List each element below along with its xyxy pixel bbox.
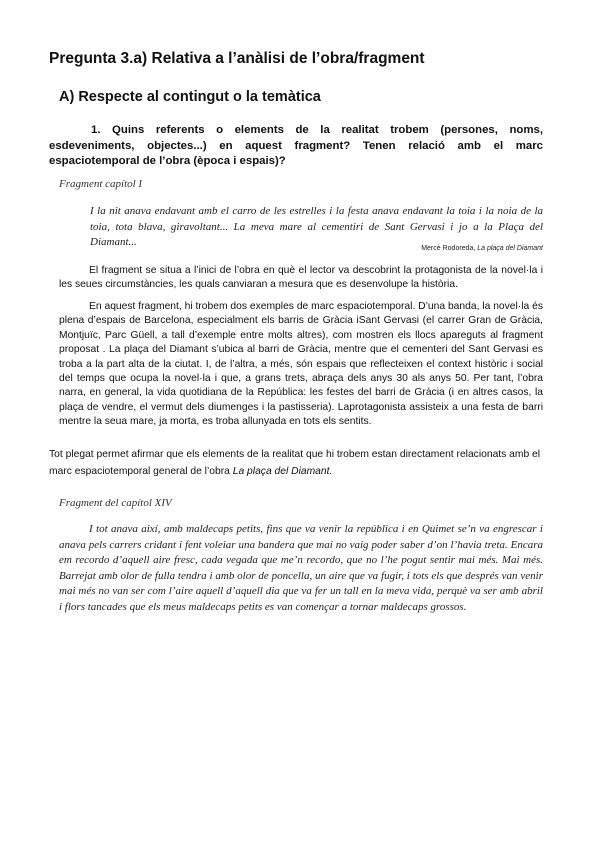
conclusion-paragraph xyxy=(49,447,543,480)
citation-title: La plaça del Diamant xyxy=(477,245,543,252)
citation-author: Mercè Rodoreda, xyxy=(421,245,478,252)
analysis-paragraph-1: El fragment se situa a l’inici de l’obra en què el lector va descobrint la protagonista de la novel·la i les seues circumstàncies, les quals canviaran a mesura que es desenvolupe la història. xyxy=(59,265,543,291)
fragment-1-quote: I la nit anava endavant amb el carro de les estrelles i la festa anava endavant la toia i la noia de la toia, tota blava, giravoltant... La meva mare al cementiri de Sant Gervasi i jo a la Plaça del Diamant... xyxy=(90,205,543,248)
question-text: 1. Quins referents o elements de la realitat trobem (persones, noms, esdeveniments, objectes...) en aquest fragment? Tenen relació amb el marc espaciotemporal de l’obra (època i espais)? xyxy=(49,124,543,168)
fragment-2-title: Fragment del capítol XIV xyxy=(59,497,172,509)
page-heading: Pregunta 3.a) Relativa a l’anàlisi de l’obra/fragment xyxy=(49,50,425,67)
fragment-1-title: Fragment capítol I xyxy=(59,178,143,190)
section-heading: A) Respecte al contingut o la temàtica xyxy=(59,89,321,105)
conclusion-text: Tot plegat permet afirmar que els elements de la realitat que hi trobem estan directament relacionats amb el marc espaciotemporal general de l’obra xyxy=(49,449,541,477)
fragment-1-citation xyxy=(421,245,543,252)
fragment-2-quote: I tot anava així, amb maldecaps petits, fins que va venir la república i en Quimet se’n va engrescar i anava pels carrers cridant i fent voleiar una bandera que mai no vaig poder saber d’on l’havia treta. Encara em recordo d’aquell aire fresc, cada vegada que me’n recordo, que no l’he pogut sentir mai més. Mai més. Barrejat amb olor de fulla tendra i amb olor de poncella, un aire que va fugir, i tots els que després van venir mai més no van ser com l’aire aquell d’aquell dia que va fer un tall en la meva vida, perquè va ser amb abril i flors tancades que els meus maldecaps petits es van començar a tornar maldecaps grossos. xyxy=(59,523,543,613)
analysis-paragraph-2: En aquest fragment, hi trobem dos exemples de marc espaciotemporal. D’una banda, la novel·la és plena d’espais de Barcelona, especialment els barris de Gràcia iSant Gervasi (el carrer Gran de Gràcia, Montjuïc, Parc Güell, a tall d’exemple entre molts altres), com mostren els llocs apareguts al fragment proposat . La plaça del Diamant s’ubica al barri de Gràcia, mentre que el cementeri del Sant Gervasi es troba a la part alta de la ciutat. I, de l’altra, a més, són espais que reflecteixen el context històric i social del temps que ocupa la novel·la i que, a grans trets, abraça dels anys 30 als anys 50. Per tant, l’obra narra, en general, la vida quotidiana de la República: les festes del barri de Gràcia (i en altres casos, la plaça de vendre, el vermut dels diumenges i la pastisseria). Laprotagonista assisteix a una festa de barri mentre la seua mare, ja morta, es troba allunyada en tots els sentits. xyxy=(59,301,543,428)
conclusion-book-title: La plaça del Diamant. xyxy=(232,465,333,477)
